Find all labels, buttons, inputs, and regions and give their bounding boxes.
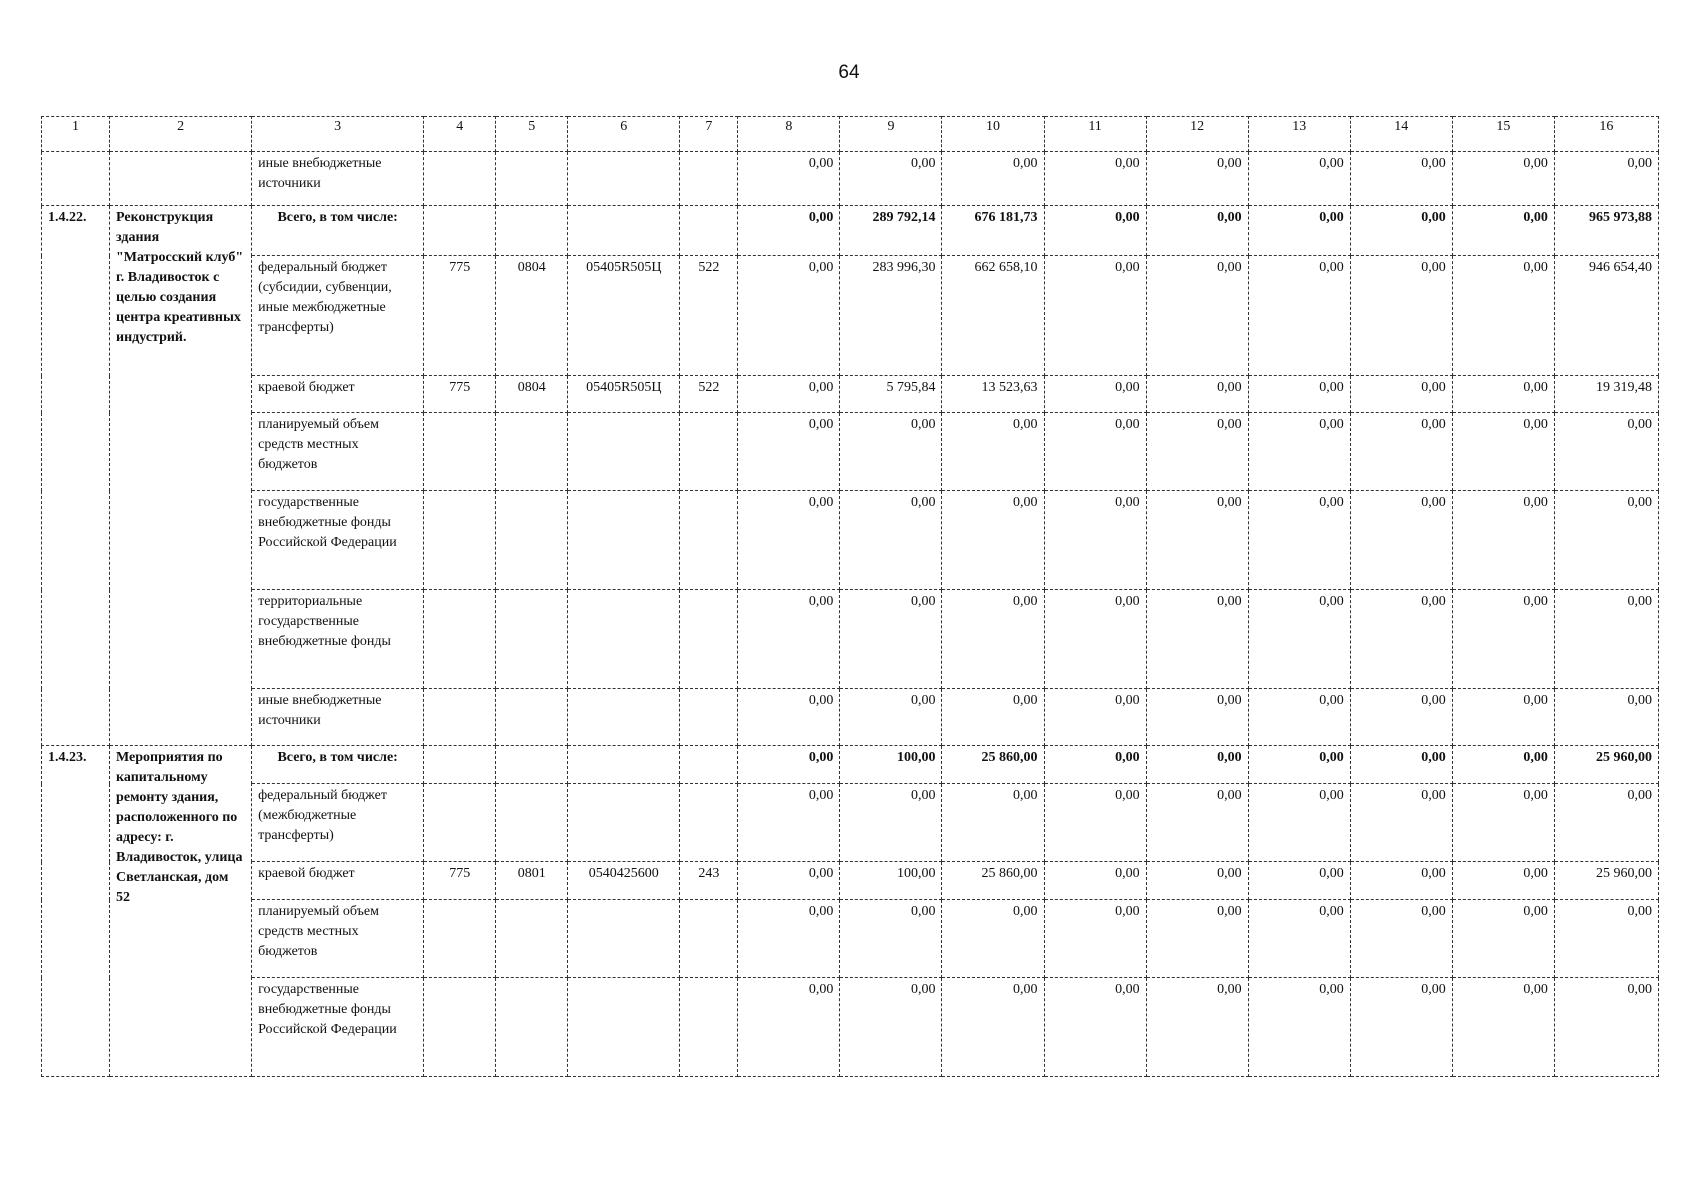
budget-code (496, 689, 568, 746)
amount-cell: 0,00 (1248, 152, 1350, 206)
amount-cell: 0,00 (840, 590, 942, 689)
item-number: 1.4.23. (42, 746, 110, 1077)
budget-code (568, 413, 680, 491)
table-row (42, 590, 1659, 689)
budget-code (680, 900, 738, 978)
amount-cell: 0,00 (1146, 784, 1248, 862)
budget-table (41, 116, 1659, 1077)
amount-cell: 0,00 (738, 376, 840, 413)
amount-cell: 0,00 (840, 152, 942, 206)
amount-cell: 0,00 (1350, 491, 1452, 590)
amount-cell: 0,00 (1554, 900, 1658, 978)
budget-code: 775 (424, 862, 496, 900)
amount-cell: 0,00 (738, 689, 840, 746)
amount-cell: 946 654,40 (1554, 256, 1658, 376)
column-header: 4 (424, 117, 496, 152)
amount-cell: 0,00 (1248, 900, 1350, 978)
amount-cell: 0,00 (1146, 862, 1248, 900)
amount-cell: 0,00 (1248, 376, 1350, 413)
table-row (42, 746, 1659, 784)
amount-cell: 0,00 (1248, 413, 1350, 491)
budget-code (680, 206, 738, 256)
column-header: 9 (840, 117, 942, 152)
amount-cell: 0,00 (738, 862, 840, 900)
item-name (110, 152, 252, 206)
amount-cell: 0,00 (1044, 152, 1146, 206)
amount-cell: 0,00 (942, 689, 1044, 746)
amount-cell: 0,00 (1044, 256, 1146, 376)
amount-cell: 25 860,00 (942, 746, 1044, 784)
budget-code (424, 491, 496, 590)
amount-cell: 0,00 (1452, 978, 1554, 1077)
amount-cell: 0,00 (1554, 590, 1658, 689)
budget-code (496, 900, 568, 978)
amount-cell: 0,00 (840, 900, 942, 978)
amount-cell: 283 996,30 (840, 256, 942, 376)
column-header: 1 (42, 117, 110, 152)
amount-cell: 0,00 (738, 491, 840, 590)
amount-cell: 0,00 (1350, 784, 1452, 862)
budget-code (680, 413, 738, 491)
funding-source: краевой бюджет (252, 862, 424, 900)
amount-cell: 0,00 (1248, 784, 1350, 862)
funding-source: Всего, в том числе: (252, 206, 424, 256)
budget-code: 522 (680, 256, 738, 376)
budget-code (496, 784, 568, 862)
table-row (42, 491, 1659, 590)
funding-source: федеральный бюджет (межбюджетные трансферты) (252, 784, 424, 862)
funding-source: планируемый объем средств местных бюджетов (252, 900, 424, 978)
budget-code (568, 978, 680, 1077)
amount-cell: 5 795,84 (840, 376, 942, 413)
amount-cell: 0,00 (738, 206, 840, 256)
amount-cell: 0,00 (1248, 746, 1350, 784)
amount-cell: 0,00 (1452, 256, 1554, 376)
amount-cell: 0,00 (1044, 746, 1146, 784)
amount-cell: 0,00 (942, 900, 1044, 978)
amount-cell: 0,00 (1350, 746, 1452, 784)
budget-code (496, 590, 568, 689)
budget-code: 05405R505Ц (568, 256, 680, 376)
amount-cell: 25 960,00 (1554, 746, 1658, 784)
table-row (42, 689, 1659, 746)
amount-cell: 0,00 (1554, 491, 1658, 590)
funding-source: краевой бюджет (252, 376, 424, 413)
amount-cell: 0,00 (1248, 862, 1350, 900)
amount-cell: 0,00 (1044, 590, 1146, 689)
budget-code (496, 206, 568, 256)
budget-code (424, 784, 496, 862)
budget-code (424, 152, 496, 206)
amount-cell: 0,00 (1350, 152, 1452, 206)
funding-source: планируемый объем средств местных бюджетов (252, 413, 424, 491)
budget-code (568, 689, 680, 746)
amount-cell: 100,00 (840, 862, 942, 900)
amount-cell: 0,00 (1146, 206, 1248, 256)
amount-cell: 0,00 (1044, 413, 1146, 491)
amount-cell: 0,00 (840, 689, 942, 746)
table-row (42, 784, 1659, 862)
column-header: 10 (942, 117, 1044, 152)
budget-code (568, 746, 680, 784)
budget-code (568, 152, 680, 206)
table-body (42, 117, 1659, 1077)
column-header: 8 (738, 117, 840, 152)
amount-cell: 0,00 (1146, 900, 1248, 978)
column-header: 16 (1554, 117, 1658, 152)
amount-cell: 0,00 (1146, 256, 1248, 376)
amount-cell: 965 973,88 (1554, 206, 1658, 256)
amount-cell: 0,00 (1146, 689, 1248, 746)
amount-cell: 0,00 (942, 152, 1044, 206)
amount-cell: 0,00 (1044, 900, 1146, 978)
amount-cell: 0,00 (1350, 413, 1452, 491)
amount-cell: 0,00 (942, 491, 1044, 590)
budget-code: 05405R505Ц (568, 376, 680, 413)
funding-source: иные внебюджетные источники (252, 152, 424, 206)
amount-cell: 0,00 (1554, 689, 1658, 746)
column-header: 3 (252, 117, 424, 152)
amount-cell: 0,00 (738, 900, 840, 978)
budget-code (680, 491, 738, 590)
amount-cell: 0,00 (1146, 590, 1248, 689)
amount-cell: 0,00 (1350, 689, 1452, 746)
amount-cell: 0,00 (1452, 413, 1554, 491)
table-row (42, 206, 1659, 256)
amount-cell: 0,00 (738, 256, 840, 376)
amount-cell: 0,00 (738, 152, 840, 206)
amount-cell: 0,00 (942, 978, 1044, 1077)
budget-code: 522 (680, 376, 738, 413)
amount-cell: 0,00 (1554, 413, 1658, 491)
amount-cell: 0,00 (840, 491, 942, 590)
budget-code: 0804 (496, 376, 568, 413)
column-header: 2 (110, 117, 252, 152)
budget-code: 775 (424, 376, 496, 413)
amount-cell: 0,00 (1248, 491, 1350, 590)
amount-cell: 676 181,73 (942, 206, 1044, 256)
budget-code: 0540425600 (568, 862, 680, 900)
amount-cell: 0,00 (1146, 746, 1248, 784)
amount-cell: 25 860,00 (942, 862, 1044, 900)
amount-cell: 0,00 (1452, 206, 1554, 256)
item-number (42, 152, 110, 206)
budget-code (496, 746, 568, 784)
amount-cell: 0,00 (1146, 978, 1248, 1077)
budget-code (496, 491, 568, 590)
amount-cell: 0,00 (1350, 900, 1452, 978)
budget-code (680, 590, 738, 689)
amount-cell: 0,00 (1554, 152, 1658, 206)
amount-cell: 0,00 (738, 784, 840, 862)
amount-cell: 0,00 (1452, 491, 1554, 590)
amount-cell: 0,00 (1554, 978, 1658, 1077)
budget-code (424, 413, 496, 491)
table-row (42, 376, 1659, 413)
amount-cell: 0,00 (1452, 376, 1554, 413)
amount-cell: 0,00 (1350, 376, 1452, 413)
budget-code (496, 978, 568, 1077)
amount-cell: 0,00 (1044, 862, 1146, 900)
amount-cell: 0,00 (1044, 206, 1146, 256)
table-row (42, 256, 1659, 376)
amount-cell: 0,00 (840, 978, 942, 1077)
budget-code (568, 590, 680, 689)
table-row (42, 862, 1659, 900)
amount-cell: 0,00 (738, 590, 840, 689)
column-header: 5 (496, 117, 568, 152)
amount-cell: 0,00 (1248, 978, 1350, 1077)
amount-cell: 0,00 (1044, 689, 1146, 746)
amount-cell: 0,00 (1350, 206, 1452, 256)
funding-source: иные внебюджетные источники (252, 689, 424, 746)
amount-cell: 0,00 (942, 784, 1044, 862)
budget-code (496, 413, 568, 491)
amount-cell: 0,00 (738, 746, 840, 784)
budget-code (424, 689, 496, 746)
amount-cell: 0,00 (1044, 491, 1146, 590)
budget-code: 0804 (496, 256, 568, 376)
budget-code (424, 746, 496, 784)
amount-cell: 0,00 (1044, 978, 1146, 1077)
budget-code: 0801 (496, 862, 568, 900)
amount-cell: 0,00 (1350, 590, 1452, 689)
item-name: Мероприятия по капитальному ремонту здания, расположенного по адресу: г. Владивосток, улица Светланская, дом 52 (110, 746, 252, 1077)
budget-code (424, 590, 496, 689)
amount-cell: 25 960,00 (1554, 862, 1658, 900)
column-header: 11 (1044, 117, 1146, 152)
budget-code: 243 (680, 862, 738, 900)
amount-cell: 0,00 (1146, 491, 1248, 590)
amount-cell: 0,00 (1452, 862, 1554, 900)
header-row (42, 117, 1659, 152)
amount-cell: 0,00 (1452, 689, 1554, 746)
amount-cell: 0,00 (1350, 256, 1452, 376)
funding-source: государственные внебюджетные фонды Российской Федерации (252, 491, 424, 590)
budget-code (568, 206, 680, 256)
column-header: 14 (1350, 117, 1452, 152)
column-header: 12 (1146, 117, 1248, 152)
amount-cell: 0,00 (1248, 206, 1350, 256)
budget-code (680, 978, 738, 1077)
amount-cell: 0,00 (1146, 376, 1248, 413)
budget-code: 775 (424, 256, 496, 376)
amount-cell: 0,00 (1452, 784, 1554, 862)
table-row (42, 152, 1659, 206)
amount-cell: 0,00 (1044, 784, 1146, 862)
item-number: 1.4.22. (42, 206, 110, 746)
amount-cell: 0,00 (1044, 376, 1146, 413)
table-row (42, 900, 1659, 978)
amount-cell: 0,00 (1452, 746, 1554, 784)
budget-code (424, 978, 496, 1077)
amount-cell: 0,00 (840, 784, 942, 862)
amount-cell: 0,00 (840, 413, 942, 491)
amount-cell: 0,00 (1452, 152, 1554, 206)
amount-cell: 0,00 (1146, 413, 1248, 491)
amount-cell: 0,00 (1350, 978, 1452, 1077)
funding-source: территориальные государственные внебюджетные фонды (252, 590, 424, 689)
table-row (42, 978, 1659, 1077)
budget-code (424, 206, 496, 256)
amount-cell: 0,00 (942, 590, 1044, 689)
budget-code (568, 784, 680, 862)
item-name: Реконструкция здания "Матросский клуб" г. Владивосток с целью создания центра креативных индустрий. (110, 206, 252, 746)
budget-code (568, 900, 680, 978)
funding-source: государственные внебюджетные фонды Российской Федерации (252, 978, 424, 1077)
amount-cell: 0,00 (1248, 689, 1350, 746)
amount-cell: 662 658,10 (942, 256, 1044, 376)
column-header: 7 (680, 117, 738, 152)
budget-code (680, 746, 738, 784)
amount-cell: 0,00 (1146, 152, 1248, 206)
page-number: 64 (838, 62, 860, 83)
budget-code (424, 900, 496, 978)
budget-code (680, 152, 738, 206)
amount-cell: 0,00 (738, 413, 840, 491)
amount-cell: 19 319,48 (1554, 376, 1658, 413)
table-row (42, 413, 1659, 491)
amount-cell: 0,00 (942, 413, 1044, 491)
amount-cell: 100,00 (840, 746, 942, 784)
budget-code (496, 152, 568, 206)
amount-cell: 0,00 (1350, 862, 1452, 900)
amount-cell: 0,00 (1452, 900, 1554, 978)
budget-code (680, 689, 738, 746)
column-header: 6 (568, 117, 680, 152)
column-header: 13 (1248, 117, 1350, 152)
column-header: 15 (1452, 117, 1554, 152)
amount-cell: 0,00 (738, 978, 840, 1077)
amount-cell: 0,00 (1554, 784, 1658, 862)
amount-cell: 289 792,14 (840, 206, 942, 256)
funding-source: федеральный бюджет (субсидии, субвенции, иные межбюджетные трансферты) (252, 256, 424, 376)
amount-cell: 0,00 (1452, 590, 1554, 689)
amount-cell: 13 523,63 (942, 376, 1044, 413)
budget-code (568, 491, 680, 590)
amount-cell: 0,00 (1248, 256, 1350, 376)
funding-source: Всего, в том числе: (252, 746, 424, 784)
budget-code (680, 784, 738, 862)
amount-cell: 0,00 (1248, 590, 1350, 689)
